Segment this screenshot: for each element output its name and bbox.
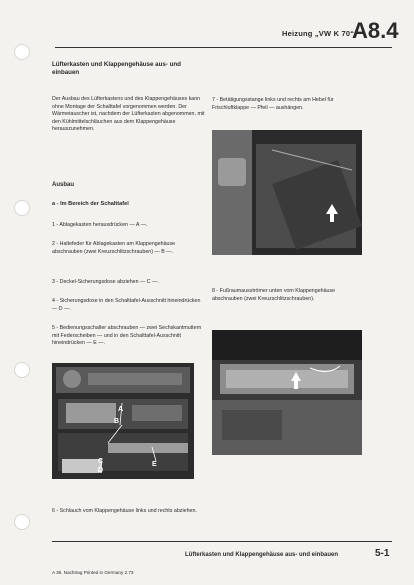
photo-footwell-vent-graphic	[212, 330, 362, 455]
step-1: 1 - Ablagekasten herausdrücken — A —.	[52, 222, 148, 228]
photo-flap-lever-graphic	[212, 130, 362, 255]
binder-hole	[14, 44, 30, 60]
header-rule	[55, 47, 392, 48]
photo-label-a: A	[118, 406, 124, 413]
photo-label-b: B	[114, 418, 120, 425]
photo-label-d: D	[98, 467, 104, 474]
photo-footwell-vent	[212, 330, 362, 455]
photo-label-c: C	[98, 458, 104, 465]
binder-hole	[14, 362, 30, 378]
footer-title: Lüfterkasten und Klappengehäuse aus- und einbauen	[185, 552, 339, 558]
photo-flap-lever	[212, 130, 362, 255]
binder-hole	[14, 200, 30, 216]
step-4: 4 - Sicherungsdose in den Schalttafel-Ausschnitt hineindrücken — D —.	[52, 298, 201, 312]
intro-paragraph: Der Ausbau des Lüfterkastens und des Klappengehäuses kann ohne Montage der Schalttafel vorgenommen werden. Der Wärmetauscher ist, nachdem der Lüfterkasten abgenommen, mit den Kühlmittelschläuchen aus dem Klappengehäuse herauszunehmen.	[52, 96, 205, 133]
print-note: A 36. Nachtrag Printed in Germany 2.73	[52, 570, 134, 575]
step-3: 3 - Deckel-Sicherungsdose abziehen — C —.	[52, 279, 159, 285]
ausbau-subheading: a - Im Bereich der Schalttafel	[52, 201, 129, 207]
photo-label-e: E	[152, 461, 157, 468]
step-2: 2 - Haltefeder für Ablagekasten am Klappengehäuse abschrauben (zwei Kreuzschlitzschrauben) — B —.	[52, 241, 176, 255]
binder-hole	[14, 514, 30, 530]
page-number: 5-1	[375, 548, 390, 559]
header-code: A8.4	[352, 18, 399, 43]
photo-switch-panel	[52, 363, 194, 479]
header-title: Heizung „VW K 70“	[282, 29, 355, 38]
step-5: 5 - Bedienungsschalter abschrauben — zwei Sechskantmuttern mit Federscheiben — und in den Schalttafel-Ausschnitt hineindrücken — E —.	[52, 325, 202, 347]
footer-rule	[52, 541, 392, 542]
section-title: Lüfterkasten und Klappengehäuse aus- und einbauen	[52, 61, 181, 76]
ausbau-heading: Ausbau	[52, 182, 75, 188]
step-6: 6 - Schlauch vom Klappengehäuse links und rechts abziehen.	[52, 508, 197, 514]
step-7: 7 - Betätigungsstange links und rechts am Hebel für Frischluftklappe — Pfeil — aushängen.	[212, 97, 334, 111]
photo-switch-panel-graphic	[52, 363, 194, 479]
step-8: 8 - Fußraumausströmer unten vom Klappengehäuse abschrauben (zwei Kreuzschlitzschrauben).	[212, 288, 336, 302]
